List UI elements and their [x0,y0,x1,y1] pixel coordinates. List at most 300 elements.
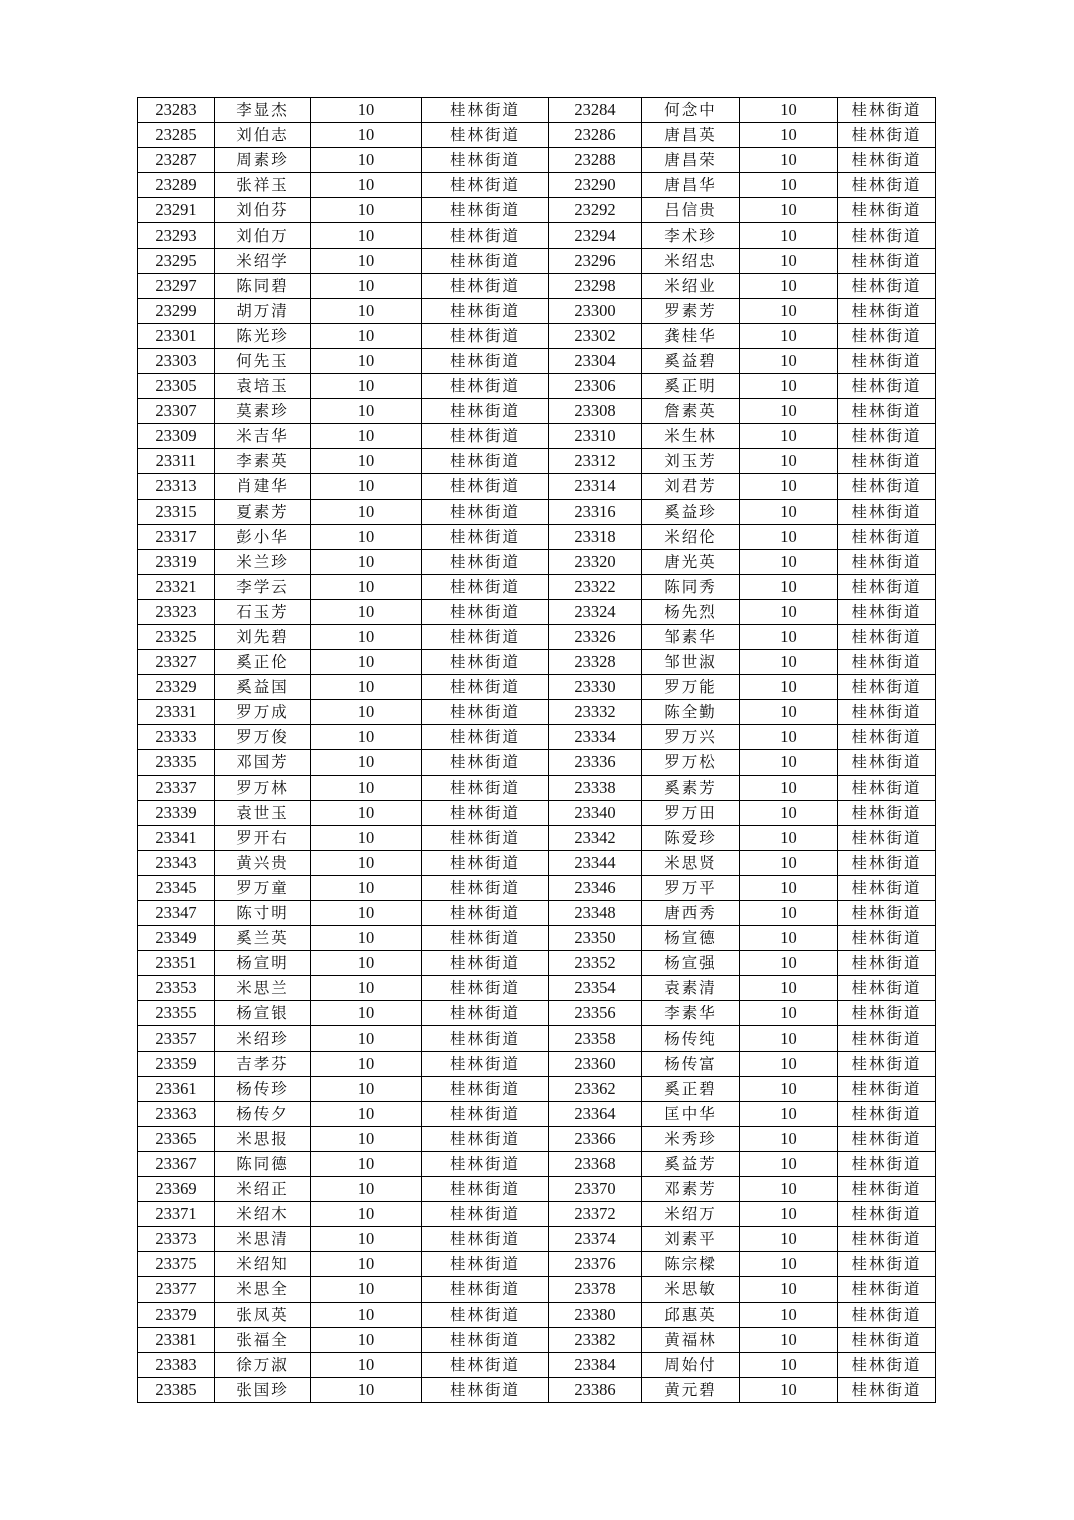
record-id-cell: 23369 [138,1177,215,1202]
amount-cell: 10 [740,1227,838,1252]
amount-cell: 10 [311,1051,422,1076]
person-name-cell: 米思报 [215,1126,311,1151]
record-id-cell: 23380 [549,1302,642,1327]
street-name-cell: 桂林街道 [422,675,549,700]
person-name-cell: 罗万平 [642,875,740,900]
person-name-cell: 徐万淑 [215,1352,311,1377]
record-id-cell: 23292 [549,198,642,223]
record-id-cell: 23345 [138,875,215,900]
street-name-cell: 桂林街道 [422,1151,549,1176]
street-name-cell: 桂林街道 [838,273,936,298]
street-name-cell: 桂林街道 [838,424,936,449]
record-id-cell: 23312 [549,449,642,474]
table-row [138,901,936,926]
record-id-cell: 23285 [138,123,215,148]
street-name-cell: 桂林街道 [838,1126,936,1151]
street-name-cell: 桂林街道 [422,1001,549,1026]
amount-cell: 10 [311,800,422,825]
table-row [138,650,936,675]
table-row [138,1202,936,1227]
record-id-cell: 23347 [138,901,215,926]
amount-cell: 10 [311,1227,422,1252]
person-name-cell: 米思全 [215,1277,311,1302]
person-name-cell: 陈宗樑 [642,1252,740,1277]
record-id-cell: 23291 [138,198,215,223]
amount-cell: 10 [311,374,422,399]
street-name-cell: 桂林街道 [838,449,936,474]
person-name-cell: 杨传纯 [642,1026,740,1051]
street-name-cell: 桂林街道 [838,399,936,424]
table-row [138,198,936,223]
person-name-cell: 罗素芳 [642,298,740,323]
table-row [138,775,936,800]
record-id-cell: 23360 [549,1051,642,1076]
amount-cell: 10 [311,1001,422,1026]
amount-cell: 10 [740,499,838,524]
amount-cell: 10 [740,650,838,675]
amount-cell: 10 [311,750,422,775]
table-row [138,98,936,123]
record-id-cell: 23362 [549,1076,642,1101]
table-row [138,976,936,1001]
amount-cell: 10 [740,1126,838,1151]
record-id-cell: 23354 [549,976,642,1001]
amount-cell: 10 [740,273,838,298]
record-id-cell: 23329 [138,675,215,700]
person-name-cell: 张福全 [215,1327,311,1352]
amount-cell: 10 [740,976,838,1001]
record-id-cell: 23341 [138,825,215,850]
record-id-cell: 23352 [549,951,642,976]
person-name-cell: 杨宣德 [642,926,740,951]
table-row [138,374,936,399]
record-id-cell: 23374 [549,1227,642,1252]
street-name-cell: 桂林街道 [422,198,549,223]
street-name-cell: 桂林街道 [422,1101,549,1126]
street-name-cell: 桂林街道 [838,1227,936,1252]
record-id-cell: 23283 [138,98,215,123]
street-name-cell: 桂林街道 [422,223,549,248]
street-name-cell: 桂林街道 [838,599,936,624]
amount-cell: 10 [740,449,838,474]
record-id-cell: 23304 [549,348,642,373]
street-name-cell: 桂林街道 [422,374,549,399]
person-name-cell: 杨宣明 [215,951,311,976]
street-name-cell: 桂林街道 [838,1202,936,1227]
person-name-cell: 刘伯志 [215,123,311,148]
record-id-cell: 23334 [549,725,642,750]
person-name-cell: 罗万松 [642,750,740,775]
person-name-cell: 米秀珍 [642,1126,740,1151]
person-name-cell: 米思兰 [215,976,311,1001]
person-name-cell: 奚益国 [215,675,311,700]
amount-cell: 10 [311,901,422,926]
person-name-cell: 奚兰英 [215,926,311,951]
street-name-cell: 桂林街道 [838,675,936,700]
street-name-cell: 桂林街道 [422,98,549,123]
person-name-cell: 龚桂华 [642,323,740,348]
record-id-cell: 23350 [549,926,642,951]
amount-cell: 10 [740,1352,838,1377]
person-name-cell: 罗万成 [215,700,311,725]
table-row [138,399,936,424]
amount-cell: 10 [311,1026,422,1051]
table-row [138,800,936,825]
street-name-cell: 桂林街道 [838,1327,936,1352]
street-name-cell: 桂林街道 [838,1101,936,1126]
street-name-cell: 桂林街道 [838,123,936,148]
street-name-cell: 桂林街道 [838,800,936,825]
person-name-cell: 杨宣强 [642,951,740,976]
record-id-cell: 23364 [549,1101,642,1126]
amount-cell: 10 [740,1377,838,1402]
amount-cell: 10 [740,1327,838,1352]
person-name-cell: 张凤英 [215,1302,311,1327]
person-name-cell: 袁素清 [642,976,740,1001]
record-id-cell: 23366 [549,1126,642,1151]
table-row [138,725,936,750]
amount-cell: 10 [311,148,422,173]
person-name-cell: 米绍珍 [215,1026,311,1051]
person-name-cell: 奚正伦 [215,650,311,675]
record-id-cell: 23328 [549,650,642,675]
amount-cell: 10 [740,298,838,323]
street-name-cell: 桂林街道 [422,1377,549,1402]
record-id-cell: 23363 [138,1101,215,1126]
street-name-cell: 桂林街道 [838,1377,936,1402]
street-name-cell: 桂林街道 [838,1001,936,1026]
person-name-cell: 米兰珍 [215,549,311,574]
street-name-cell: 桂林街道 [422,273,549,298]
record-id-cell: 23356 [549,1001,642,1026]
roster-body [138,98,936,1403]
street-name-cell: 桂林街道 [422,901,549,926]
street-name-cell: 桂林街道 [838,1151,936,1176]
street-name-cell: 桂林街道 [838,976,936,1001]
record-id-cell: 23379 [138,1302,215,1327]
street-name-cell: 桂林街道 [422,825,549,850]
person-name-cell: 胡万清 [215,298,311,323]
person-name-cell: 邓素芳 [642,1177,740,1202]
record-id-cell: 23313 [138,474,215,499]
person-name-cell: 周素珍 [215,148,311,173]
street-name-cell: 桂林街道 [422,1302,549,1327]
street-name-cell: 桂林街道 [838,574,936,599]
amount-cell: 10 [311,524,422,549]
table-row [138,1026,936,1051]
person-name-cell: 罗万童 [215,875,311,900]
record-id-cell: 23342 [549,825,642,850]
street-name-cell: 桂林街道 [422,951,549,976]
street-name-cell: 桂林街道 [838,499,936,524]
table-row [138,323,936,348]
table-row [138,700,936,725]
record-id-cell: 23357 [138,1026,215,1051]
street-name-cell: 桂林街道 [422,424,549,449]
record-id-cell: 23298 [549,273,642,298]
person-name-cell: 杨先烈 [642,599,740,624]
record-id-cell: 23314 [549,474,642,499]
person-name-cell: 杨宣银 [215,1001,311,1026]
table-row [138,499,936,524]
street-name-cell: 桂林街道 [422,399,549,424]
record-id-cell: 23307 [138,399,215,424]
record-id-cell: 23323 [138,599,215,624]
amount-cell: 10 [740,549,838,574]
person-name-cell: 唐西秀 [642,901,740,926]
amount-cell: 10 [311,348,422,373]
street-name-cell: 桂林街道 [838,173,936,198]
street-name-cell: 桂林街道 [838,1177,936,1202]
amount-cell: 10 [740,399,838,424]
person-name-cell: 莫素珍 [215,399,311,424]
record-id-cell: 23365 [138,1126,215,1151]
person-name-cell: 米生林 [642,424,740,449]
street-name-cell: 桂林街道 [838,875,936,900]
amount-cell: 10 [311,1252,422,1277]
amount-cell: 10 [740,1101,838,1126]
street-name-cell: 桂林街道 [422,976,549,1001]
person-name-cell: 张国珍 [215,1377,311,1402]
amount-cell: 10 [740,750,838,775]
street-name-cell: 桂林街道 [838,524,936,549]
street-name-cell: 桂林街道 [838,198,936,223]
street-name-cell: 桂林街道 [838,298,936,323]
record-id-cell: 23326 [549,624,642,649]
record-id-cell: 23331 [138,700,215,725]
street-name-cell: 桂林街道 [422,1277,549,1302]
street-name-cell: 桂林街道 [838,650,936,675]
person-name-cell: 何先玉 [215,348,311,373]
table-row [138,223,936,248]
amount-cell: 10 [740,901,838,926]
record-id-cell: 23301 [138,323,215,348]
record-id-cell: 23373 [138,1227,215,1252]
street-name-cell: 桂林街道 [422,850,549,875]
table-row [138,173,936,198]
street-name-cell: 桂林街道 [838,901,936,926]
street-name-cell: 桂林街道 [422,650,549,675]
record-id-cell: 23287 [138,148,215,173]
table-row [138,1377,936,1402]
person-name-cell: 奚益珍 [642,499,740,524]
person-name-cell: 米绍伦 [642,524,740,549]
street-name-cell: 桂林街道 [838,775,936,800]
street-name-cell: 桂林街道 [422,123,549,148]
amount-cell: 10 [311,775,422,800]
street-name-cell: 桂林街道 [838,750,936,775]
record-id-cell: 23370 [549,1177,642,1202]
table-row [138,424,936,449]
person-name-cell: 奚素芳 [642,775,740,800]
person-name-cell: 李素华 [642,1001,740,1026]
street-name-cell: 桂林街道 [422,248,549,273]
amount-cell: 10 [740,1177,838,1202]
amount-cell: 10 [740,374,838,399]
person-name-cell: 黄元碧 [642,1377,740,1402]
street-name-cell: 桂林街道 [422,800,549,825]
person-name-cell: 袁世玉 [215,800,311,825]
table-row [138,1076,936,1101]
table-row [138,298,936,323]
record-id-cell: 23317 [138,524,215,549]
street-name-cell: 桂林街道 [422,1126,549,1151]
record-id-cell: 23367 [138,1151,215,1176]
amount-cell: 10 [740,1302,838,1327]
record-id-cell: 23337 [138,775,215,800]
amount-cell: 10 [740,223,838,248]
table-row [138,524,936,549]
table-row [138,449,936,474]
person-name-cell: 唐昌英 [642,123,740,148]
person-name-cell: 米绍业 [642,273,740,298]
record-id-cell: 23319 [138,549,215,574]
amount-cell: 10 [311,574,422,599]
record-id-cell: 23335 [138,750,215,775]
street-name-cell: 桂林街道 [838,850,936,875]
record-id-cell: 23378 [549,1277,642,1302]
table-row [138,123,936,148]
person-name-cell: 杨传富 [642,1051,740,1076]
person-name-cell: 刘素平 [642,1227,740,1252]
street-name-cell: 桂林街道 [422,1352,549,1377]
person-name-cell: 刘伯芬 [215,198,311,223]
amount-cell: 10 [740,1202,838,1227]
amount-cell: 10 [311,173,422,198]
street-name-cell: 桂林街道 [838,148,936,173]
amount-cell: 10 [740,951,838,976]
record-id-cell: 23339 [138,800,215,825]
person-name-cell: 吉孝芬 [215,1051,311,1076]
record-id-cell: 23384 [549,1352,642,1377]
street-name-cell: 桂林街道 [422,574,549,599]
table-row [138,1001,936,1026]
person-name-cell: 石玉芳 [215,599,311,624]
record-id-cell: 23325 [138,624,215,649]
person-name-cell: 陈全勤 [642,700,740,725]
amount-cell: 10 [311,549,422,574]
person-name-cell: 唐昌华 [642,173,740,198]
record-id-cell: 23308 [549,399,642,424]
street-name-cell: 桂林街道 [422,549,549,574]
person-name-cell: 米吉华 [215,424,311,449]
street-name-cell: 桂林街道 [838,1352,936,1377]
record-id-cell: 23355 [138,1001,215,1026]
record-id-cell: 23375 [138,1252,215,1277]
amount-cell: 10 [311,1151,422,1176]
record-id-cell: 23322 [549,574,642,599]
amount-cell: 10 [311,198,422,223]
street-name-cell: 桂林街道 [422,725,549,750]
amount-cell: 10 [311,223,422,248]
street-name-cell: 桂林街道 [838,1076,936,1101]
street-name-cell: 桂林街道 [838,374,936,399]
amount-cell: 10 [311,1101,422,1126]
street-name-cell: 桂林街道 [422,298,549,323]
table-row [138,875,936,900]
street-name-cell: 桂林街道 [838,926,936,951]
street-name-cell: 桂林街道 [838,725,936,750]
person-name-cell: 陈寸明 [215,901,311,926]
table-row [138,1227,936,1252]
record-id-cell: 23320 [549,549,642,574]
table-row [138,1177,936,1202]
table-row [138,1101,936,1126]
amount-cell: 10 [740,675,838,700]
street-name-cell: 桂林街道 [838,624,936,649]
record-id-cell: 23293 [138,223,215,248]
record-id-cell: 23288 [549,148,642,173]
person-name-cell: 邹世淑 [642,650,740,675]
record-id-cell: 23295 [138,248,215,273]
person-name-cell: 周始付 [642,1352,740,1377]
street-name-cell: 桂林街道 [422,926,549,951]
amount-cell: 10 [740,198,838,223]
table-row [138,474,936,499]
amount-cell: 10 [311,1076,422,1101]
table-row [138,148,936,173]
amount-cell: 10 [311,825,422,850]
record-id-cell: 23385 [138,1377,215,1402]
amount-cell: 10 [311,1302,422,1327]
person-name-cell: 夏素芳 [215,499,311,524]
person-name-cell: 袁培玉 [215,374,311,399]
person-name-cell: 陈同德 [215,1151,311,1176]
person-name-cell: 詹素英 [642,399,740,424]
person-name-cell: 唐昌荣 [642,148,740,173]
person-name-cell: 米思清 [215,1227,311,1252]
street-name-cell: 桂林街道 [422,750,549,775]
amount-cell: 10 [740,1001,838,1026]
amount-cell: 10 [740,1277,838,1302]
person-name-cell: 黄兴贵 [215,850,311,875]
table-row [138,825,936,850]
amount-cell: 10 [740,323,838,348]
street-name-cell: 桂林街道 [422,148,549,173]
street-name-cell: 桂林街道 [422,1051,549,1076]
amount-cell: 10 [740,1252,838,1277]
amount-cell: 10 [740,700,838,725]
person-name-cell: 邱惠英 [642,1302,740,1327]
record-id-cell: 23353 [138,976,215,1001]
street-name-cell: 桂林街道 [838,1302,936,1327]
table-row [138,675,936,700]
record-id-cell: 23340 [549,800,642,825]
person-name-cell: 张祥玉 [215,173,311,198]
street-name-cell: 桂林街道 [422,1026,549,1051]
amount-cell: 10 [740,524,838,549]
record-id-cell: 23290 [549,173,642,198]
table-row [138,1327,936,1352]
person-name-cell: 米绍学 [215,248,311,273]
person-name-cell: 李素英 [215,449,311,474]
street-name-cell: 桂林街道 [838,549,936,574]
amount-cell: 10 [740,725,838,750]
amount-cell: 10 [311,875,422,900]
amount-cell: 10 [740,926,838,951]
amount-cell: 10 [311,298,422,323]
record-id-cell: 23344 [549,850,642,875]
person-name-cell: 杨传珍 [215,1076,311,1101]
amount-cell: 10 [311,449,422,474]
record-id-cell: 23368 [549,1151,642,1176]
person-name-cell: 何念中 [642,98,740,123]
person-name-cell: 黄福林 [642,1327,740,1352]
street-name-cell: 桂林街道 [838,825,936,850]
person-name-cell: 陈同秀 [642,574,740,599]
amount-cell: 10 [311,424,422,449]
person-name-cell: 刘君芳 [642,474,740,499]
